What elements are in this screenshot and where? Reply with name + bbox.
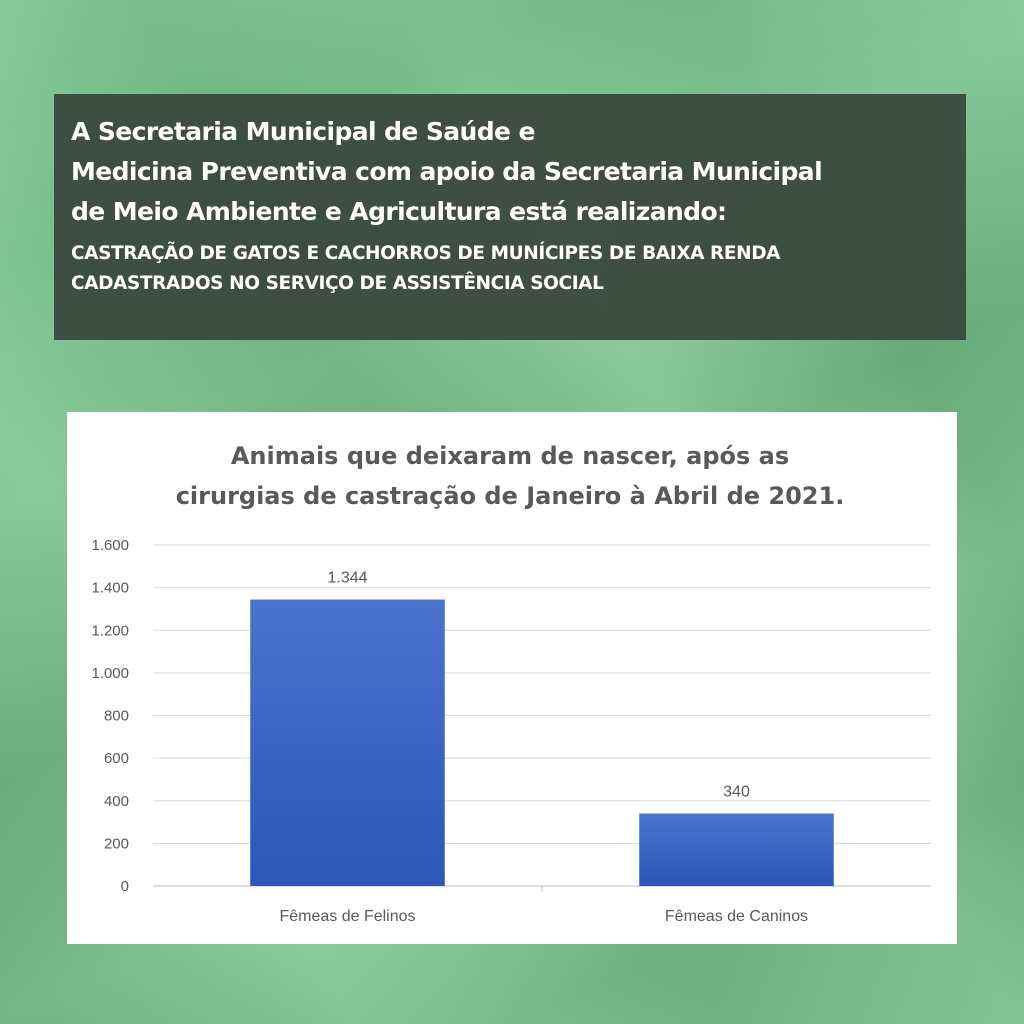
y-axis-ticks bbox=[91, 537, 129, 895]
y-tick-label: 400 bbox=[103, 792, 129, 810]
y-tick-label: 800 bbox=[103, 707, 129, 725]
x-axis-ticks bbox=[279, 886, 808, 925]
y-tick-label: 200 bbox=[103, 835, 129, 853]
banner-headline-line: Medicina Preventiva com apoio da Secretaria Municipal bbox=[71, 157, 823, 186]
chart-card bbox=[67, 412, 957, 944]
banner-headline bbox=[71, 112, 950, 232]
y-tick-label: 600 bbox=[103, 750, 129, 768]
banner-headline-line: A Secretaria Municipal de Saúde e bbox=[71, 117, 535, 146]
banner-subheadline-line: CADASTRADOS NO SERVIÇO DE ASSISTÊNCIA SOCIAL bbox=[71, 273, 604, 294]
x-tick-label: Fêmeas de Felinos bbox=[279, 908, 416, 925]
y-tick-label: 1.200 bbox=[91, 622, 129, 640]
y-tick-label: 1.000 bbox=[91, 664, 129, 682]
chart-title-line: Animais que deixaram de nascer, após as bbox=[230, 442, 790, 470]
header-banner bbox=[54, 94, 966, 340]
data-label: 340 bbox=[723, 783, 750, 801]
bar bbox=[639, 814, 834, 886]
bar bbox=[250, 600, 445, 886]
x-tick-label: Fêmeas de Caninos bbox=[664, 908, 809, 925]
banner-subheadline bbox=[71, 239, 950, 299]
y-tick-label: 1.400 bbox=[91, 579, 129, 597]
y-tick-label: 0 bbox=[120, 878, 129, 895]
banner-subheadline-line: CASTRAÇÃO DE GATOS E CACHORROS DE MUNÍCIPES DE BAIXA RENDA bbox=[71, 243, 781, 264]
banner-headline-line: de Meio Ambiente e Agricultura está realizando: bbox=[71, 197, 727, 226]
chart-title-line: cirurgias de castração de Janeiro à Abril de 2021. bbox=[175, 482, 845, 510]
bar-chart bbox=[67, 412, 957, 944]
data-label: 1.344 bbox=[327, 569, 368, 587]
y-tick-label: 1.600 bbox=[91, 537, 129, 554]
